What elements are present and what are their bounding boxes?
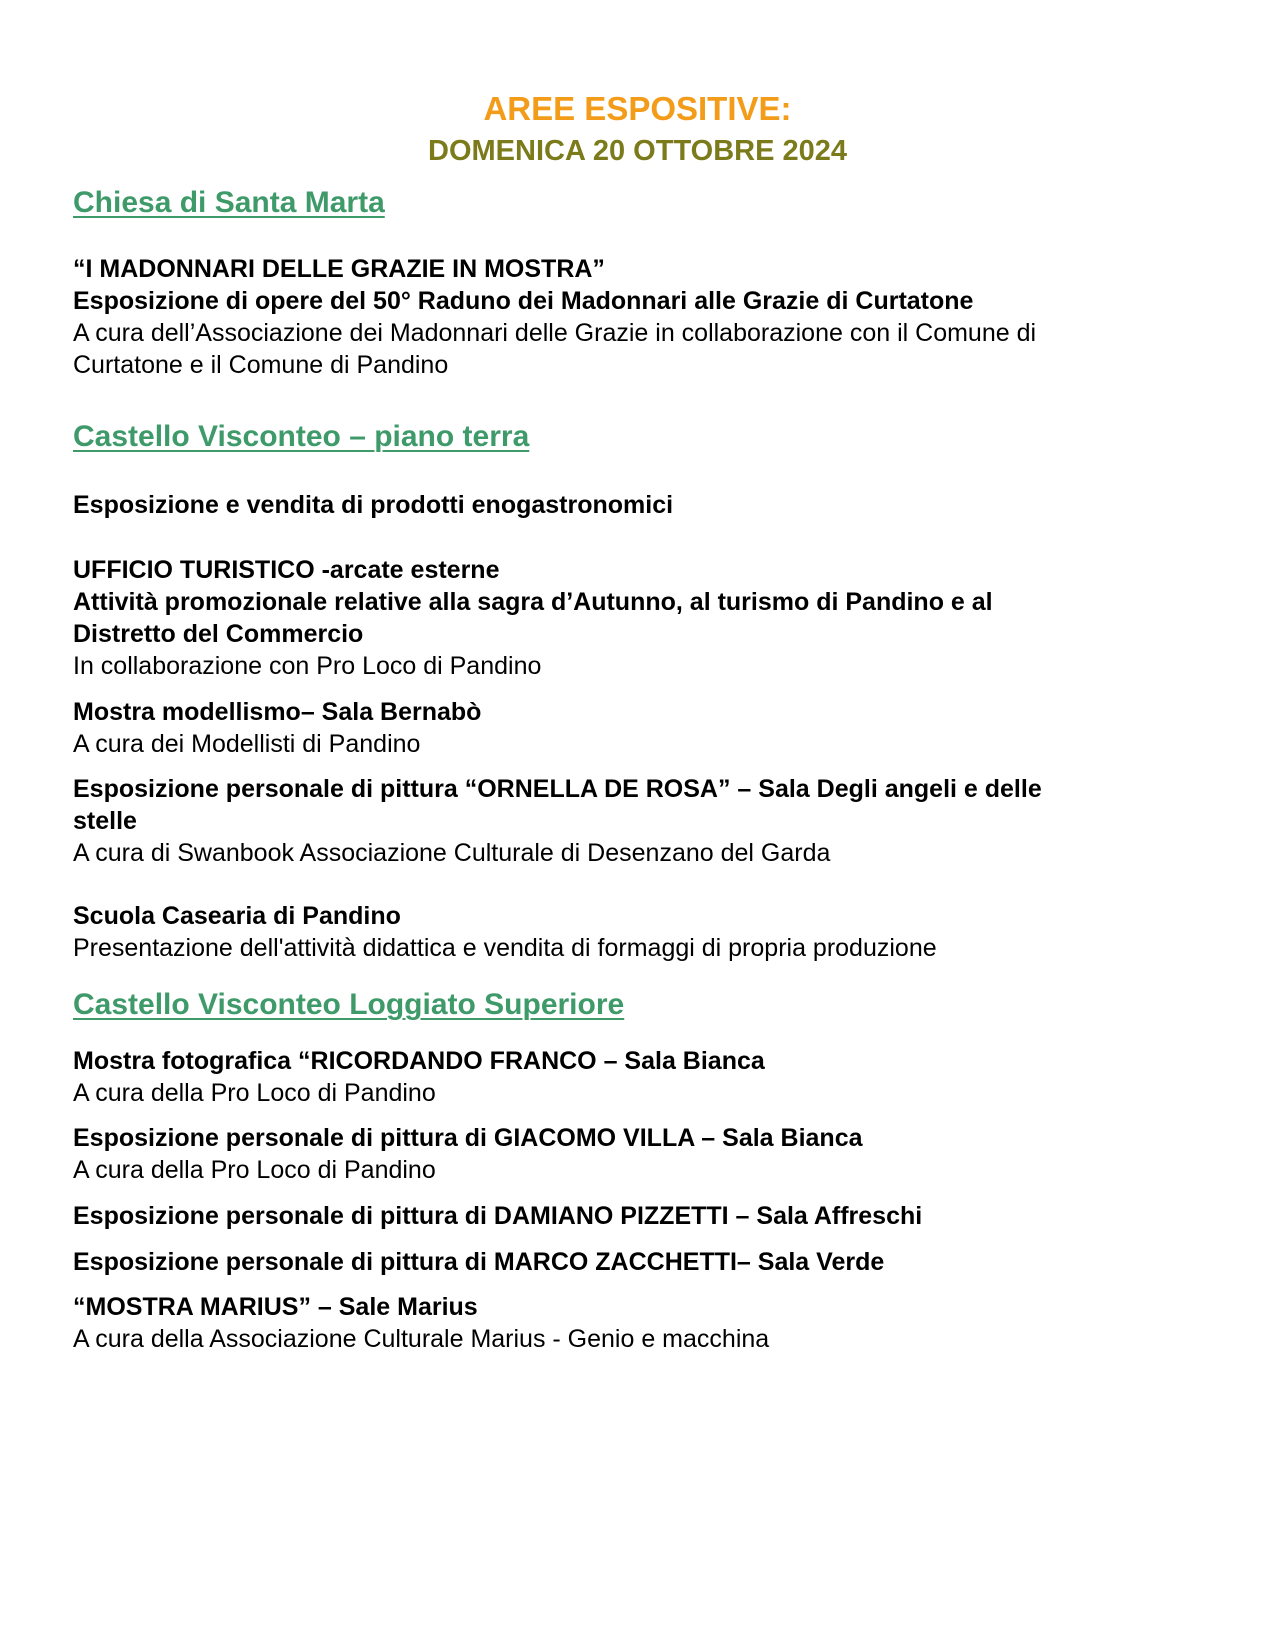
exhibit-title: Mostra modellismo– Sala Bernabò: [73, 698, 482, 726]
exhibit-credit: In collaborazione con Pro Loco di Pandino: [73, 652, 542, 680]
exhibit-title: Esposizione personale di pittura di MARCO ZACCHETTI– Sala Verde: [73, 1248, 885, 1276]
section-heading-loggiato-superiore: Castello Visconteo Loggiato Superiore: [73, 988, 625, 1021]
exhibit-subtitle-cont: Distretto del Commercio: [73, 620, 364, 648]
exhibit-title: Esposizione e vendita di prodotti enogastronomici: [73, 491, 674, 519]
exhibit-title: Esposizione personale di pittura di DAMIANO PIZZETTI – Sala Affreschi: [73, 1202, 923, 1230]
exhibit-title: Esposizione personale di pittura “ORNELLA DE ROSA” – Sala Degli angeli e delle: [73, 775, 1042, 803]
exhibit-credit: A cura di Swanbook Associazione Culturale di Desenzano del Garda: [73, 839, 831, 867]
section-heading-santa-marta: Chiesa di Santa Marta: [73, 186, 385, 219]
exhibit-subtitle: Esposizione di opere del 50° Raduno dei Madonnari alle Grazie di Curtatone: [73, 287, 974, 315]
exhibit-credit: A cura della Pro Loco di Pandino: [73, 1156, 436, 1184]
exhibit-credit: A cura dell’Associazione dei Madonnari delle Grazie in collaborazione con il Comune di: [73, 319, 1037, 347]
event-date: DOMENICA 20 OTTOBRE 2024: [428, 135, 847, 167]
exhibit-title-cont: stelle: [73, 807, 137, 835]
exhibit-credit: Presentazione dell'attività didattica e vendita di formaggi di propria produzione: [73, 934, 937, 962]
exhibit-credit: A cura dei Modellisti di Pandino: [73, 730, 421, 758]
exhibit-credit: A cura della Pro Loco di Pandino: [73, 1079, 436, 1107]
exhibit-title: Esposizione personale di pittura di GIACOMO VILLA – Sala Bianca: [73, 1124, 863, 1152]
exhibit-title: “MOSTRA MARIUS” – Sale Marius: [73, 1293, 478, 1321]
page-title: AREE ESPOSITIVE:: [483, 90, 792, 127]
exhibit-credit-cont: Curtatone e il Comune di Pandino: [73, 351, 449, 379]
exhibit-subtitle: Attività promozionale relative alla sagra d’Autunno, al turismo di Pandino e al: [73, 588, 993, 616]
exhibit-title: Mostra fotografica “RICORDANDO FRANCO – Sala Bianca: [73, 1047, 765, 1075]
exhibit-title: UFFICIO TURISTICO -arcate esterne: [73, 556, 500, 584]
exhibit-title: Scuola Casearia di Pandino: [73, 902, 401, 930]
exhibit-title: “I MADONNARI DELLE GRAZIE IN MOSTRA”: [73, 255, 605, 283]
section-heading-piano-terra: Castello Visconteo – piano terra: [73, 420, 530, 453]
exhibit-credit: A cura della Associazione Culturale Marius - Genio e macchina: [73, 1325, 770, 1353]
